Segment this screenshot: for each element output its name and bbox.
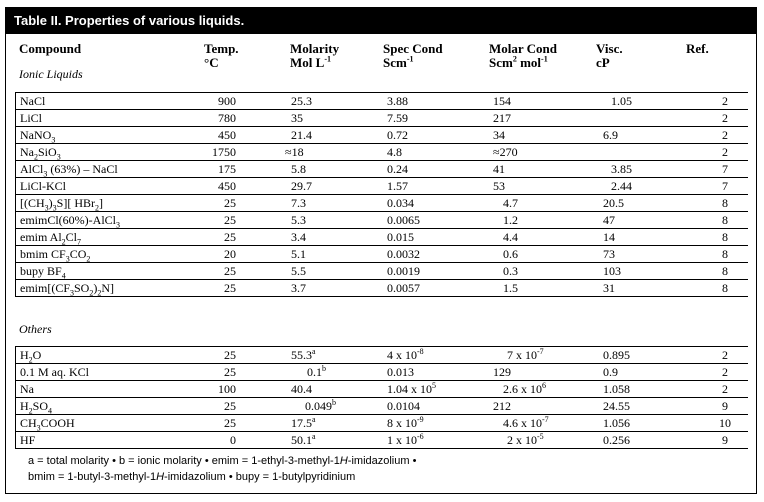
- cell-ref: 7: [722, 162, 728, 176]
- cell-visc: 3.85: [611, 162, 632, 176]
- cell-molarity: 35: [291, 111, 303, 125]
- cell-spec-cond: 8 x $10^{-9}$: [387, 415, 424, 430]
- cell-compound: emim $Al_2Cl_7$: [20, 230, 82, 247]
- cell-visc: 103: [603, 264, 621, 278]
- cell-ref: 2: [722, 128, 728, 142]
- cell-compound: LiCl-KCl: [20, 179, 67, 193]
- cell-molar-cond: 129: [493, 365, 511, 379]
- cell-spec-cond: 0.24: [387, 162, 408, 176]
- cell-compound: $H_2O$: [20, 348, 42, 365]
- cell-ref: 2: [722, 111, 728, 125]
- cell-molar-cond: 2 x $10^{-5}$: [507, 432, 544, 447]
- cell-molar-cond: 1.2: [503, 213, 518, 227]
- cell-ref: 8: [722, 230, 728, 244]
- cell-molar-cond: 4.6 x $10^{-7}$: [503, 415, 549, 430]
- cell-spec-cond: 0.0057: [387, 281, 420, 295]
- cell-temp: 1750: [212, 145, 236, 159]
- cell-molarity: 21.4: [291, 128, 312, 142]
- cell-temp: 450: [218, 128, 236, 142]
- cell-temp: 25: [224, 213, 236, 227]
- cell-temp: 25: [224, 281, 236, 295]
- footnote: [28, 453, 416, 485]
- table-row: [15, 346, 748, 363]
- cell-ref: 8: [722, 264, 728, 278]
- cell-spec-cond: 0.015: [387, 230, 414, 244]
- cell-compound: $[(CH_3)_3S]$[ HBr$_2$]: [20, 196, 104, 213]
- cell-compound: bmim $CF_3CO_2$: [20, 247, 91, 264]
- table-frame: [5, 7, 757, 494]
- cell-visc: 2.44: [611, 179, 632, 193]
- table-row: [15, 431, 748, 449]
- cell-visc: 24.55: [603, 399, 630, 413]
- cell-ref: 10: [719, 416, 731, 430]
- cell-visc: 20.5: [603, 196, 624, 210]
- cell-molarity: 7.3: [291, 196, 306, 210]
- table-row: [15, 126, 748, 143]
- cell-ref: 9: [722, 399, 728, 413]
- cell-ref: 7: [722, 179, 728, 193]
- cell-visc: 6.9: [603, 128, 618, 142]
- cell-compound: $CH_3COOH$: [20, 416, 75, 433]
- header-ref: Ref.: [686, 41, 709, 56]
- cell-temp: 0: [230, 433, 236, 447]
- cell-molarity: 29.7: [291, 179, 312, 193]
- cell-molar-cond: 34: [493, 128, 505, 142]
- cell-temp: 25: [224, 348, 236, 362]
- table-row: [15, 245, 748, 262]
- cell-molar-cond: 0.3: [503, 264, 518, 278]
- cell-spec-cond: 3.88: [387, 94, 408, 108]
- cell-molar-cond: 0.6: [503, 247, 518, 261]
- cell-ref: 2: [722, 94, 728, 108]
- cell-temp: 20: [224, 247, 236, 261]
- cell-spec-cond: 0.0065: [387, 213, 420, 227]
- cell-compound: LiCl: [20, 111, 43, 125]
- header-molarity: Molarity Mol $L^{-1}$: [290, 41, 340, 70]
- table-row: [15, 279, 748, 297]
- cell-molarity: 40.4: [291, 382, 312, 396]
- cell-ref: 9: [722, 433, 728, 447]
- cell-temp: 175: [218, 162, 236, 176]
- cell-spec-cond: 0.72: [387, 128, 408, 142]
- cell-molarity: 0.049$^b$: [305, 398, 336, 413]
- cell-temp: 900: [218, 94, 236, 108]
- cell-temp: 450: [218, 179, 236, 193]
- cell-molarity: 5.5: [291, 264, 306, 278]
- header-visc: Visc. cP: [596, 41, 623, 70]
- cell-molar-cond: 7 x $10^{-7}$: [507, 347, 544, 362]
- cell-visc: 0.256: [603, 433, 630, 447]
- cell-spec-cond: 0.034: [387, 196, 414, 210]
- cell-compound: AlCl$_3$ (63%) – NaCl: [20, 162, 118, 179]
- footnote-line-2: bmim = 1-butyl-3-methyl-1H-imidazolium • bupy = 1-butylpyridinium: [28, 471, 356, 483]
- cell-molarity: 25.3: [291, 94, 312, 108]
- cell-molarity: 5.8: [291, 162, 306, 176]
- cell-visc: 1.058: [603, 382, 630, 396]
- cell-temp: 25: [224, 264, 236, 278]
- cell-compound: NaNO$_3$: [20, 128, 56, 145]
- cell-spec-cond: 1 x $10^{-6}$: [387, 432, 424, 447]
- table-row: [15, 397, 748, 414]
- cell-compound: bupy $BF_4$: [20, 264, 66, 281]
- cell-molarity: 5.1: [291, 247, 306, 261]
- cell-molar-cond: ≈270: [493, 145, 518, 159]
- cell-visc: 0.9: [603, 365, 618, 379]
- cell-compound: 0.1 M aq. KCl: [20, 365, 89, 379]
- cell-spec-cond: 0.0019: [387, 264, 420, 278]
- table-row: [15, 177, 748, 194]
- table-row: [15, 92, 748, 109]
- cell-molarity: ≈18: [285, 145, 304, 159]
- table-row: [15, 160, 748, 177]
- cell-temp: 100: [218, 382, 236, 396]
- cell-molar-cond: 41: [493, 162, 505, 176]
- cell-ref: 8: [722, 196, 728, 210]
- table-row: [15, 262, 748, 279]
- cell-compound: $emim[(CF_3SO_2)_2N]$: [20, 281, 115, 298]
- cell-molarity: 17.5$^a$: [291, 415, 316, 430]
- cell-visc: 1.056: [603, 416, 630, 430]
- cell-compound: HF: [20, 433, 36, 447]
- table-row: [15, 414, 748, 431]
- cell-temp: 25: [224, 399, 236, 413]
- cell-molar-cond: 212: [493, 399, 511, 413]
- cell-molar-cond: 154: [493, 94, 511, 108]
- cell-visc: 1.05: [611, 94, 632, 108]
- cell-ref: 2: [722, 348, 728, 362]
- header-compound: Compound: [19, 41, 82, 56]
- cell-molar-cond: 53: [493, 179, 505, 193]
- table-left-rule: [15, 346, 16, 449]
- table-left-rule: [15, 92, 16, 297]
- cell-visc: 47: [603, 213, 615, 227]
- cell-molar-cond: 2.6 x $10^6$: [503, 381, 546, 396]
- cell-visc: 0.895: [603, 348, 630, 362]
- cell-spec-cond: 1.57: [387, 179, 408, 193]
- cell-visc: 73: [603, 247, 615, 261]
- cell-molarity: 55.3$^a$: [291, 347, 316, 362]
- cell-ref: 8: [722, 281, 728, 295]
- cell-compound: NaCl: [20, 94, 46, 108]
- cell-spec-cond: 0.013: [387, 365, 414, 379]
- cell-molar-cond: 1.5: [503, 281, 518, 295]
- header-temp: Temp. °C: [204, 41, 239, 70]
- cell-molarity: 50.1$^a$: [291, 432, 316, 447]
- cell-temp: 25: [224, 196, 236, 210]
- section-label-others: Others: [19, 322, 52, 336]
- table-row: [15, 380, 748, 397]
- table-row: [15, 228, 748, 245]
- cell-molarity: 3.4: [291, 230, 306, 244]
- cell-temp: 25: [224, 230, 236, 244]
- cell-molarity: 5.3: [291, 213, 306, 227]
- cell-temp: 25: [224, 365, 236, 379]
- cell-visc: 31: [603, 281, 615, 295]
- cell-compound: emimCl(60%)-AlCl$_3$: [20, 213, 120, 230]
- header-molar-cond: Molar Cond Scm$^2$ mol$^{-1}$: [489, 41, 558, 70]
- section-label-ionic: Ionic Liquids: [19, 67, 83, 81]
- cell-ref: 2: [722, 382, 728, 396]
- cell-ref: 2: [722, 145, 728, 159]
- cell-temp: 25: [224, 416, 236, 430]
- cell-molarity: 3.7: [291, 281, 306, 295]
- cell-spec-cond: 7.59: [387, 111, 408, 125]
- cell-spec-cond: 4 x $10^{-8}$: [387, 347, 424, 362]
- cell-ref: 8: [722, 213, 728, 227]
- table-title: Table II. Properties of various liquids.: [6, 8, 756, 34]
- cell-temp: 780: [218, 111, 236, 125]
- cell-spec-cond: 1.04 x $10^5$: [387, 381, 436, 396]
- cell-molar-cond: 4.4: [503, 230, 518, 244]
- footnote-line-1: a = total molarity • b = ionic molarity • emim = 1-ethyl-3-methyl-1H-imidazolium •: [28, 455, 417, 467]
- cell-molar-cond: 4.7: [503, 196, 518, 210]
- cell-molarity: 0.1$^b$: [307, 364, 326, 379]
- cell-compound: $H_2SO_4$: [20, 399, 53, 416]
- table-row: [15, 194, 748, 211]
- header-spec-cond: Spec Cond Scm$^{-1}$: [383, 41, 443, 70]
- cell-compound: $Na_2SiO_3$: [20, 145, 61, 162]
- cell-compound: Na: [20, 382, 34, 396]
- cell-visc: 14: [603, 230, 615, 244]
- table-row: [15, 211, 748, 228]
- cell-spec-cond: 0.0032: [387, 247, 420, 261]
- table-row: [15, 363, 748, 380]
- cell-spec-cond: 4.8: [387, 145, 402, 159]
- cell-molar-cond: 217: [493, 111, 511, 125]
- table-row: [15, 143, 748, 160]
- cell-spec-cond: 0.0104: [387, 399, 420, 413]
- cell-ref: 2: [722, 365, 728, 379]
- cell-ref: 8: [722, 247, 728, 261]
- table-row: [15, 109, 748, 126]
